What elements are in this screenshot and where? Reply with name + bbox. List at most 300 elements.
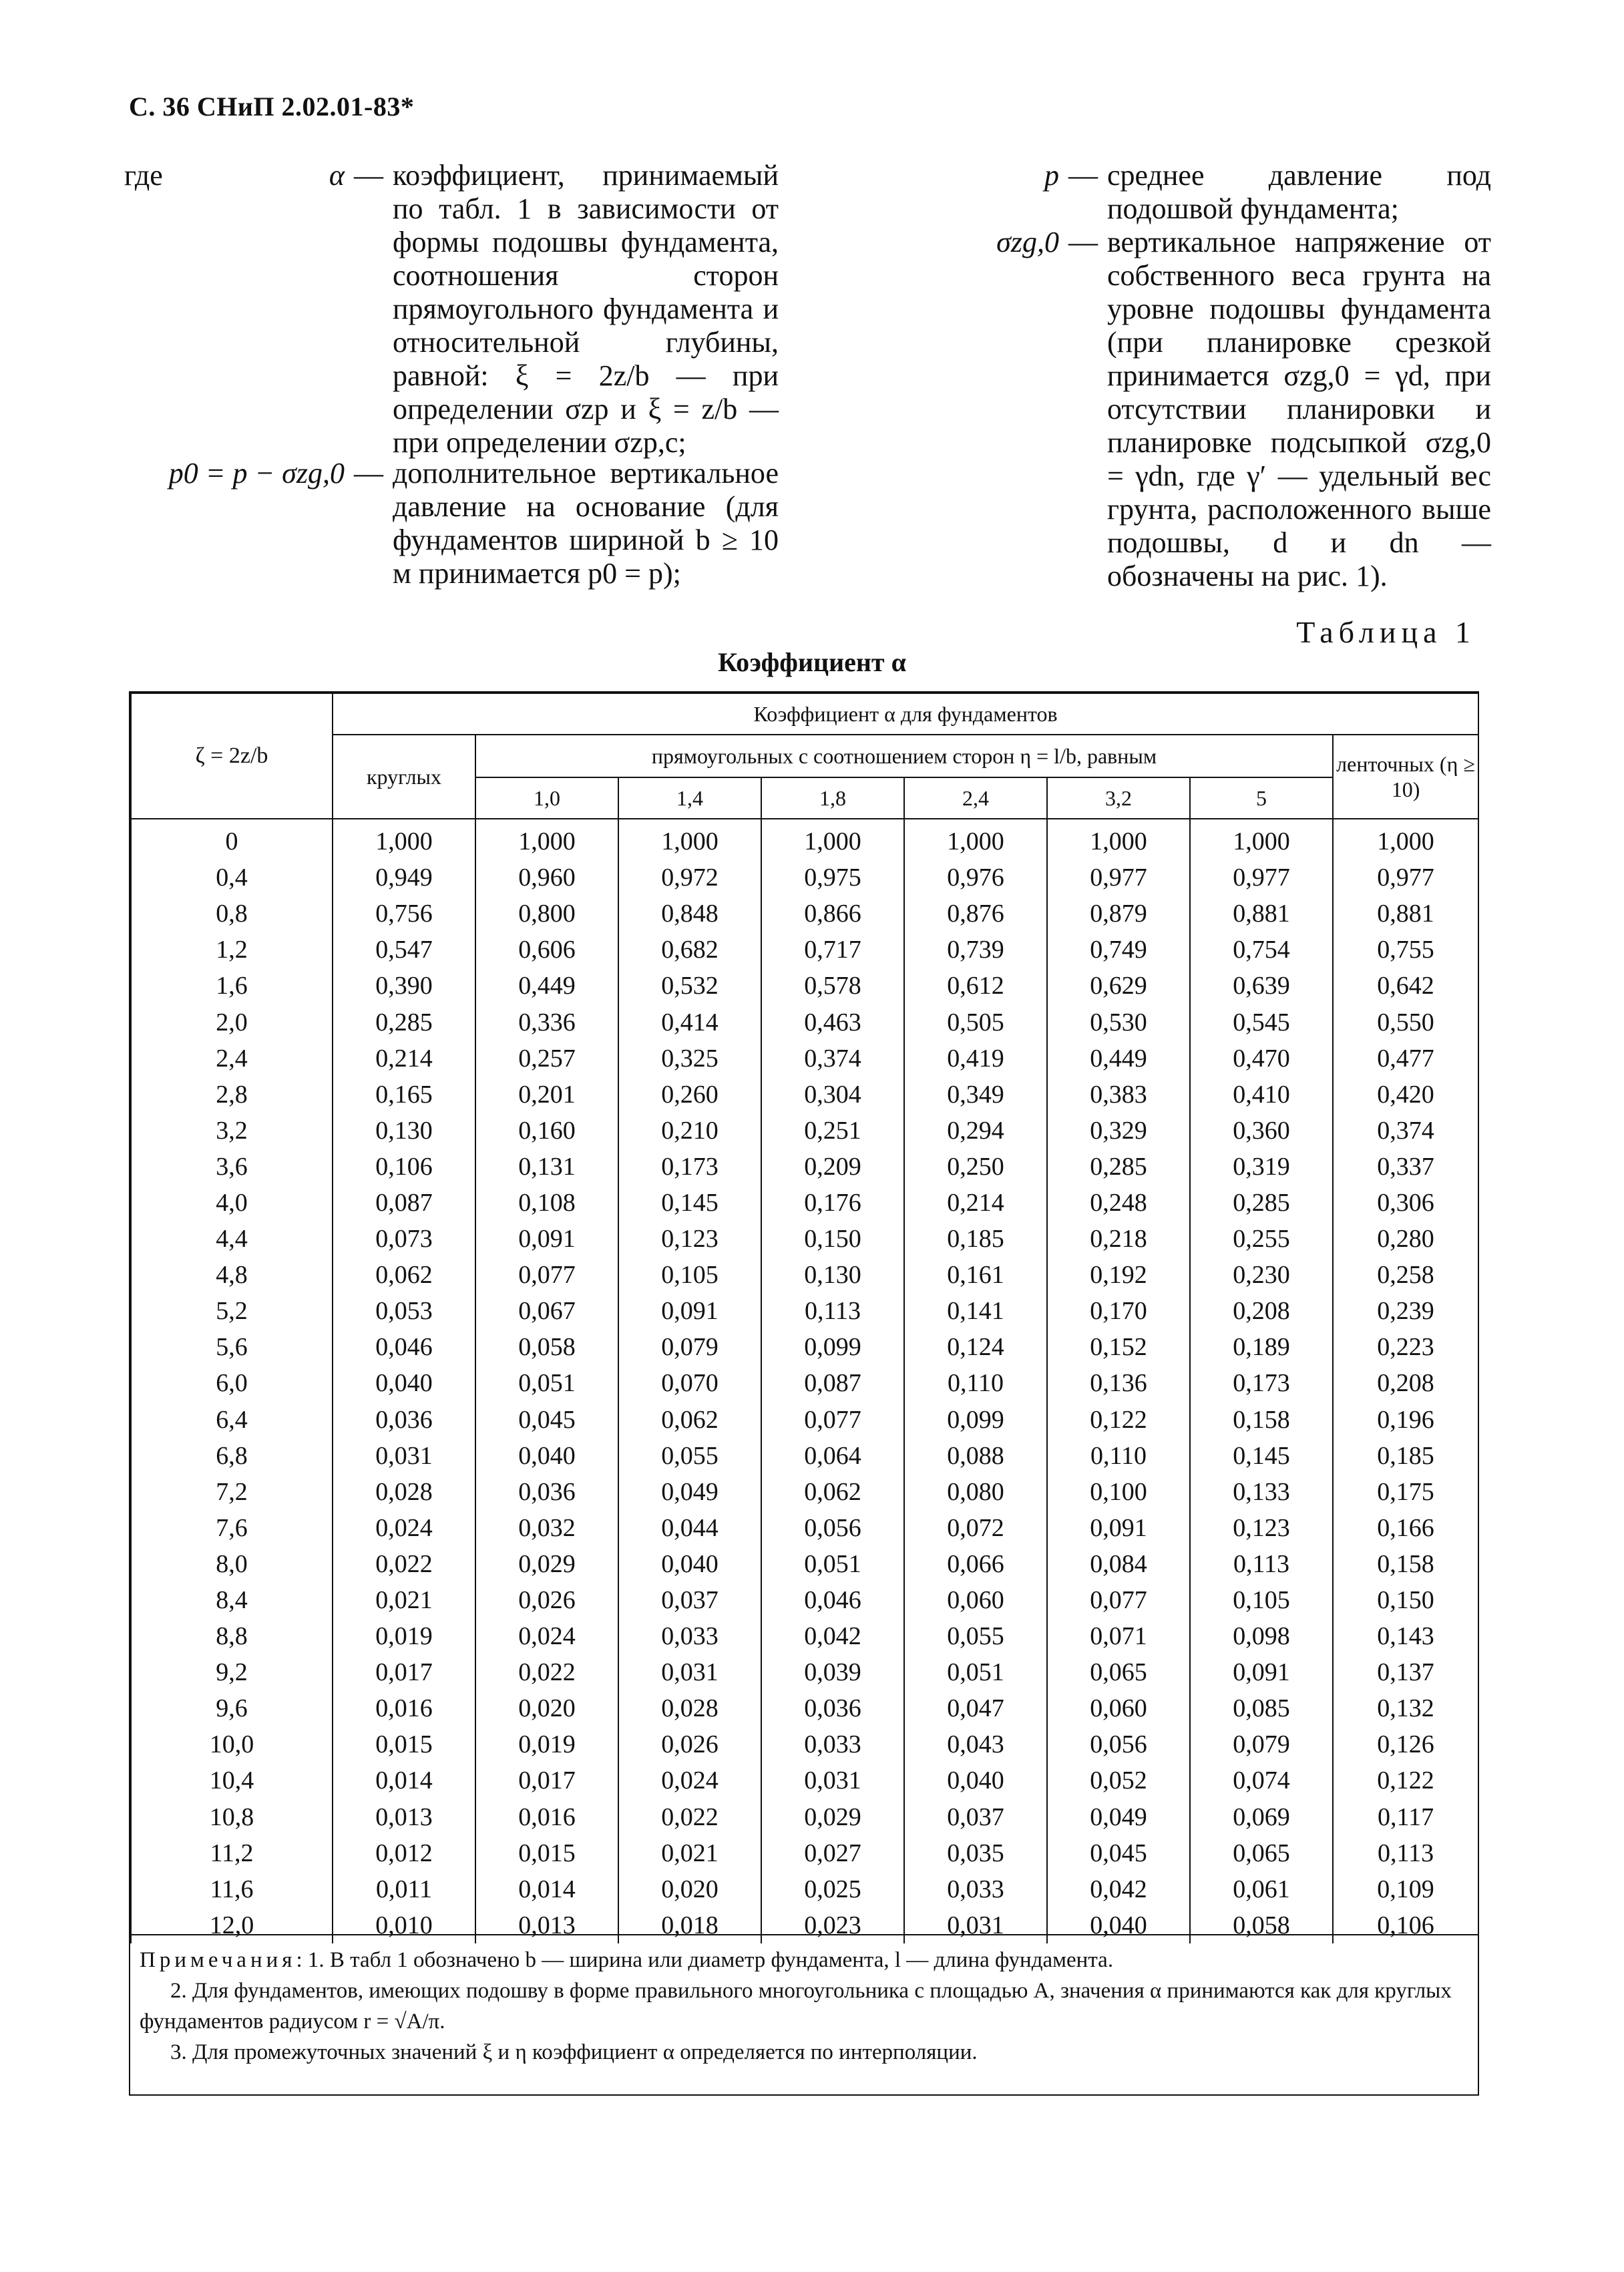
alpha-cell: 0,260 [618,1077,761,1113]
alpha-cell: 0,374 [761,1040,904,1077]
alpha-cell: 0,251 [761,1113,904,1149]
alpha-cell: 1,000 [618,819,761,860]
alpha-cell: 0,049 [618,1474,761,1510]
alpha-cell: 0,021 [333,1582,475,1618]
alpha-cell: 0,329 [1047,1113,1190,1149]
table-row [131,819,1478,860]
alpha-cell: 0,137 [1333,1654,1478,1690]
definition-text: коэффициент, принимаемый по табл. 1 в зависимости от формы подошвы фундамента, соотношения сторон прямоугольного фундамента и относительной глубины, равной: ξ = 2z/b — при определении σzp и ξ = z/b — при определении σzp,c; [393,159,779,459]
zeta-cell: 1,2 [131,932,333,968]
alpha-cell: 0,208 [1333,1365,1478,1401]
alpha-cell: 0,058 [475,1329,618,1365]
zeta-cell: 4,4 [131,1221,333,1257]
zeta-cell: 8,0 [131,1546,333,1582]
alpha-cell: 0,150 [761,1221,904,1257]
alpha-cell: 0,070 [618,1365,761,1401]
zeta-cell: 12,0 [131,1907,333,1943]
alpha-cell: 0,420 [1333,1077,1478,1113]
table-title: Коэффициент α [718,647,906,677]
alpha-cell: 0,064 [761,1438,904,1474]
alpha-cell: 0,035 [904,1835,1047,1871]
alpha-cell: 0,230 [1190,1257,1333,1293]
alpha-cell: 0,258 [1333,1257,1478,1293]
alpha-cell: 0,040 [904,1762,1047,1798]
alpha-cell: 0,045 [475,1402,618,1438]
definition-alpha: α — коэффициент, принимаемый по табл. 1 в зависимости от формы подошвы фундамента, соотношения сторон прямоугольного фундамента и относительной глубины, равной: ξ = 2z/b — при определении σzp и ξ = z/b — при определении σzp,c; [124,159,779,459]
alpha-cell: 0,042 [761,1618,904,1654]
table-row [131,1329,1478,1365]
zeta-cell: 7,6 [131,1510,333,1546]
alpha-cell: 0,051 [761,1546,904,1582]
alpha-cell: 0,012 [333,1835,475,1871]
zeta-cell: 2,0 [131,1004,333,1040]
zeta-cell: 11,6 [131,1871,333,1907]
alpha-cell: 0,285 [1047,1149,1190,1185]
alpha-cell: 0,055 [618,1438,761,1474]
alpha-cell: 0,052 [1047,1762,1190,1798]
alpha-cell: 1,000 [1190,819,1333,860]
alpha-cell: 0,210 [618,1113,761,1149]
alpha-cell: 0,015 [333,1726,475,1762]
alpha-cell: 0,218 [1047,1221,1190,1257]
ratio-header-cell: 2,4 [904,777,1047,819]
rect-header: прямоугольных с соотношением сторон η = l/b, равным [475,735,1333,777]
alpha-cell: 0,091 [1047,1510,1190,1546]
alpha-cell: 0,046 [761,1582,904,1618]
alpha-cell: 0,383 [1047,1077,1190,1113]
alpha-cell: 0,084 [1047,1546,1190,1582]
alpha-cell: 0,105 [1190,1582,1333,1618]
alpha-cell: 0,977 [1333,860,1478,896]
table-row [131,1004,1478,1040]
alpha-cell: 0,072 [904,1510,1047,1546]
alpha-cell: 0,124 [904,1329,1047,1365]
alpha-cell: 0,062 [618,1402,761,1438]
table-row [131,1618,1478,1654]
alpha-cell: 0,022 [618,1799,761,1835]
note-2: 2. Для фундаментов, имеющих подошву в форме правильного многоугольника с площадью A, значения α принимаются как для круглых фундаментов радиусом r = √A/π. [140,1979,1452,2034]
table-row [131,1402,1478,1438]
alpha-cell: 0,547 [333,932,475,968]
table-row [131,1257,1478,1293]
alpha-cell: 0,250 [904,1149,1047,1185]
alpha-cell: 0,176 [761,1185,904,1221]
alpha-cell: 0,449 [475,968,618,1004]
alpha-cell: 0,037 [618,1582,761,1618]
alpha-cell: 0,578 [761,968,904,1004]
alpha-cell: 0,029 [475,1546,618,1582]
alpha-cell: 0,105 [618,1257,761,1293]
definition-text: вертикальное напряжение от собственного веса грунта на уровне подошвы фундамента (при планировке срезкой принимается σzg,0 = γd, при отсутствии планировки и планировке подсыпкой σzg,0 = γdn, где γ′ — удельный вес грунта, расположенного выше подошвы, d и dn — обозначены на рис. 1). [1107,226,1491,592]
alpha-cell: 0,036 [475,1474,618,1510]
ratio-header-cell: 1,8 [761,777,904,819]
alpha-cell: 0,255 [1190,1221,1333,1257]
alpha-cell: 0,223 [1333,1329,1478,1365]
alpha-cell: 0,374 [1333,1113,1478,1149]
zeta-cell: 10,8 [131,1799,333,1835]
alpha-cell: 0,642 [1333,968,1478,1004]
alpha-cell: 1,000 [1047,819,1190,860]
alpha-cell: 0,019 [333,1618,475,1654]
alpha-cell: 0,017 [333,1654,475,1690]
alpha-cell: 0,960 [475,860,618,896]
group-header: Коэффициент α для фундаментов [333,693,1478,735]
table-row [131,1654,1478,1690]
alpha-cell: 0,033 [618,1618,761,1654]
alpha-cell: 0,214 [904,1185,1047,1221]
zeta-cell: 8,8 [131,1618,333,1654]
table-row [131,932,1478,968]
alpha-cell: 0,117 [1333,1799,1478,1835]
alpha-cell: 0,028 [618,1690,761,1726]
alpha-cell: 0,208 [1190,1293,1333,1329]
alpha-cell: 0,028 [333,1474,475,1510]
table-row [131,1762,1478,1798]
alpha-cell: 0,977 [1190,860,1333,896]
alpha-cell: 0,022 [475,1654,618,1690]
alpha-cell: 0,739 [904,932,1047,968]
alpha-cell: 0,022 [333,1546,475,1582]
alpha-cell: 0,040 [1047,1907,1190,1943]
alpha-cell: 0,141 [904,1293,1047,1329]
alpha-cell: 0,109 [1333,1871,1478,1907]
alpha-cell: 0,058 [1190,1907,1333,1943]
alpha-cell: 0,122 [1333,1762,1478,1798]
alpha-cell: 0,051 [475,1365,618,1401]
alpha-cell: 0,360 [1190,1113,1333,1149]
note-1-text: : 1. В табл 1 обозначено b — ширина или диаметр фундамента, l — длина фундамента. [296,1948,1114,1972]
alpha-cell: 0,037 [904,1799,1047,1835]
zeta-cell: 5,2 [131,1293,333,1329]
alpha-cell: 0,062 [761,1474,904,1510]
alpha-cell: 0,879 [1047,896,1190,932]
alpha-cell: 0,848 [618,896,761,932]
alpha-cell: 0,410 [1190,1077,1333,1113]
table-row [131,1221,1478,1257]
alpha-cell: 0,175 [1333,1474,1478,1510]
alpha-cell: 0,060 [1047,1690,1190,1726]
definition-text: дополнительное вертикальное давление на основание (для фундаментов шириной b ≥ 10 м принимается p0 = p); [393,457,779,590]
table-body [131,819,1478,1943]
zeta-cell: 3,2 [131,1113,333,1149]
alpha-cell: 0,110 [1047,1438,1190,1474]
alpha-cell: 0,024 [333,1510,475,1546]
alpha-cell: 0,470 [1190,1040,1333,1077]
alpha-cell: 0,166 [1333,1510,1478,1546]
table-row [131,1185,1478,1221]
alpha-cell: 0,123 [1190,1510,1333,1546]
alpha-cell: 0,043 [904,1726,1047,1762]
definition-symbol: p [1044,159,1059,192]
definitions-intro: где [124,159,163,192]
alpha-cell: 0,044 [618,1510,761,1546]
definition-sigma-zg0: σzg,0 — вертикальное напряжение от собственного веса грунта на уровне подошвы фундамента (при планировке срезкой принимается σzg,0 = γd, при отсутствии планировки и планировке подсыпкой σzg,0 = γdn, где γ′ — удельный вес грунта, расположенного выше подошвы, d и dn — обозначены на рис. 1). [879,226,1491,593]
alpha-cell: 0,077 [475,1257,618,1293]
ratio-header-cell: 3,2 [1047,777,1190,819]
alpha-cell: 0,013 [475,1907,618,1943]
alpha-cell: 0,011 [333,1871,475,1907]
alpha-cell: 0,014 [475,1871,618,1907]
alpha-cell: 0,091 [475,1221,618,1257]
alpha-cell: 1,000 [475,819,618,860]
alpha-cell: 0,122 [1047,1402,1190,1438]
zeta-cell: 5,6 [131,1329,333,1365]
alpha-cell: 0,196 [1333,1402,1478,1438]
alpha-cell: 0,087 [333,1185,475,1221]
table-notes [130,1934,1478,2094]
notes-label: Примечания [140,1948,296,1972]
ratio-header-cell: 1,0 [475,777,618,819]
alpha-cell: 0,800 [475,896,618,932]
alpha-cell: 0,053 [333,1293,475,1329]
alpha-cell: 0,080 [904,1474,1047,1510]
zeta-cell: 10,4 [131,1762,333,1798]
alpha-cell: 0,099 [904,1402,1047,1438]
alpha-cell: 0,110 [904,1365,1047,1401]
alpha-cell: 0,294 [904,1113,1047,1149]
ratio-header-cell: 1,4 [618,777,761,819]
alpha-cell: 0,949 [333,860,475,896]
zeta-cell: 4,0 [131,1185,333,1221]
table-row [131,1077,1478,1113]
alpha-cell: 0,530 [1047,1004,1190,1040]
alpha-cell: 0,033 [761,1726,904,1762]
table-row [131,1799,1478,1835]
alpha-cell: 0,161 [904,1257,1047,1293]
alpha-cell: 0,214 [333,1040,475,1077]
alpha-cell: 0,061 [1190,1871,1333,1907]
alpha-cell: 0,113 [761,1293,904,1329]
alpha-cell: 0,629 [1047,968,1190,1004]
table-caption: Таблица 1 [1296,615,1476,649]
alpha-cell: 0,532 [618,968,761,1004]
zeta-cell: 6,8 [131,1438,333,1474]
table-row [131,1726,1478,1762]
definition-p0: p0 = p − σzg,0 — дополнительное вертикальное давление на основание (для фундаментов шириной b ≥ 10 м принимается p0 = p); [124,457,779,590]
alpha-cell: 0,085 [1190,1690,1333,1726]
zeta-cell: 3,6 [131,1149,333,1185]
zeta-cell: 8,4 [131,1582,333,1618]
alpha-cell: 0,123 [618,1221,761,1257]
alpha-cell: 0,113 [1333,1835,1478,1871]
alpha-cell: 0,606 [475,932,618,968]
alpha-cell: 0,876 [904,896,1047,932]
alpha-cell: 0,201 [475,1077,618,1113]
alpha-cell: 0,024 [618,1762,761,1798]
alpha-cell: 0,079 [1190,1726,1333,1762]
alpha-cell: 0,717 [761,932,904,968]
definition-symbol: p0 = p − σzg,0 [168,457,345,490]
alpha-cell: 0,285 [333,1004,475,1040]
zeta-cell: 6,0 [131,1365,333,1401]
alpha-cell: 0,040 [618,1546,761,1582]
alpha-cell: 0,021 [618,1835,761,1871]
alpha-cell: 0,306 [1333,1185,1478,1221]
alpha-cell: 0,975 [761,860,904,896]
alpha-cell: 0,881 [1190,896,1333,932]
alpha-cell: 0,016 [475,1799,618,1835]
zeta-cell: 2,4 [131,1040,333,1077]
alpha-cell: 0,477 [1333,1040,1478,1077]
alpha-cell: 0,150 [1333,1582,1478,1618]
alpha-cell: 0,017 [475,1762,618,1798]
table-row [131,968,1478,1004]
alpha-cell: 0,087 [761,1365,904,1401]
alpha-cell: 0,077 [1047,1582,1190,1618]
alpha-cell: 0,040 [333,1365,475,1401]
alpha-cell: 0,106 [333,1149,475,1185]
note-3: 3. Для промежуточных значений ξ и η коэффициент α определяется по интерполяции. [170,2040,978,2064]
alpha-cell: 0,031 [618,1654,761,1690]
alpha-cell: 0,098 [1190,1618,1333,1654]
zeta-cell: 0 [131,819,333,860]
alpha-cell: 0,131 [475,1149,618,1185]
zeta-cell: 2,8 [131,1077,333,1113]
alpha-cell: 0,019 [475,1726,618,1762]
alpha-cell: 0,065 [1047,1654,1190,1690]
alpha-cell: 0,158 [1190,1402,1333,1438]
note-1 [140,1945,1468,1975]
alpha-cell: 0,639 [1190,968,1333,1004]
zeta-cell: 11,2 [131,1835,333,1871]
alpha-cell: 0,145 [618,1185,761,1221]
zeta-cell: 9,6 [131,1690,333,1726]
alpha-cell: 0,020 [618,1871,761,1907]
alpha-cell: 0,027 [761,1835,904,1871]
alpha-cell: 0,977 [1047,860,1190,896]
table-row [131,1582,1478,1618]
alpha-cell: 0,976 [904,860,1047,896]
alpha-cell: 0,390 [333,968,475,1004]
alpha-cell: 0,160 [475,1113,618,1149]
alpha-cell: 1,000 [904,819,1047,860]
alpha-cell: 0,136 [1047,1365,1190,1401]
alpha-cell: 0,126 [1333,1726,1478,1762]
alpha-cell: 0,106 [1333,1907,1478,1943]
alpha-cell: 0,091 [618,1293,761,1329]
alpha-cell: 0,158 [1333,1546,1478,1582]
table-row [131,1690,1478,1726]
alpha-cell: 0,257 [475,1040,618,1077]
alpha-cell: 0,319 [1190,1149,1333,1185]
coefficient-table [130,693,1479,1943]
alpha-cell: 0,132 [1333,1690,1478,1726]
alpha-cell: 0,130 [761,1257,904,1293]
zeta-header: ζ = 2z/b [131,693,333,819]
table-row [131,1474,1478,1510]
alpha-cell: 0,419 [904,1040,1047,1077]
alpha-cell: 0,015 [475,1835,618,1871]
definition-text: среднее давление под подошвой фундамента; [1107,159,1491,225]
table-row [131,1546,1478,1582]
zeta-cell: 4,8 [131,1257,333,1293]
zeta-cell: 6,4 [131,1402,333,1438]
coefficient-table-box [129,691,1479,2096]
table-row [131,1835,1478,1871]
alpha-cell: 0,143 [1333,1618,1478,1654]
alpha-cell: 0,108 [475,1185,618,1221]
alpha-cell: 0,016 [333,1690,475,1726]
table-row [131,1040,1478,1077]
alpha-cell: 0,046 [333,1329,475,1365]
alpha-cell: 0,099 [761,1329,904,1365]
alpha-cell: 0,062 [333,1257,475,1293]
alpha-cell: 0,972 [618,860,761,896]
alpha-cell: 0,039 [761,1654,904,1690]
definitions-block [124,159,1491,593]
alpha-cell: 0,189 [1190,1329,1333,1365]
zeta-cell: 10,0 [131,1726,333,1762]
definition-symbol: α [329,159,345,192]
alpha-cell: 0,145 [1190,1438,1333,1474]
alpha-cell: 0,029 [761,1799,904,1835]
alpha-cell: 0,088 [904,1438,1047,1474]
alpha-cell: 0,185 [904,1221,1047,1257]
zeta-cell: 0,4 [131,860,333,896]
alpha-cell: 0,020 [475,1690,618,1726]
alpha-cell: 0,414 [618,1004,761,1040]
table-row [131,1510,1478,1546]
strip-header: ленточных (η ≥ 10) [1333,735,1478,819]
alpha-cell: 0,755 [1333,932,1478,968]
alpha-cell: 0,866 [761,896,904,932]
alpha-cell: 0,682 [618,932,761,968]
alpha-cell: 0,337 [1333,1149,1478,1185]
alpha-cell: 0,056 [761,1510,904,1546]
alpha-cell: 0,047 [904,1690,1047,1726]
table-row [131,1438,1478,1474]
alpha-cell: 0,014 [333,1762,475,1798]
alpha-cell: 0,749 [1047,932,1190,968]
ratio-header-cell: 5 [1190,777,1333,819]
alpha-cell: 0,024 [475,1618,618,1654]
round-header: круглых [333,735,475,819]
alpha-cell: 0,325 [618,1040,761,1077]
alpha-cell: 0,754 [1190,932,1333,968]
alpha-cell: 0,756 [333,896,475,932]
alpha-cell: 0,025 [761,1871,904,1907]
table-row [131,896,1478,932]
alpha-cell: 0,010 [333,1907,475,1943]
alpha-cell: 0,100 [1047,1474,1190,1510]
alpha-cell: 0,067 [475,1293,618,1329]
alpha-cell: 0,069 [1190,1799,1333,1835]
alpha-cell: 0,304 [761,1077,904,1113]
alpha-cell: 0,031 [333,1438,475,1474]
table-row [131,860,1478,896]
alpha-cell: 0,023 [761,1907,904,1943]
alpha-cell: 1,000 [761,819,904,860]
alpha-cell: 0,060 [904,1582,1047,1618]
alpha-cell: 0,042 [1047,1871,1190,1907]
alpha-cell: 0,349 [904,1077,1047,1113]
zeta-cell: 0,8 [131,896,333,932]
zeta-cell: 9,2 [131,1654,333,1690]
alpha-cell: 0,065 [1190,1835,1333,1871]
alpha-cell: 0,192 [1047,1257,1190,1293]
definition-p: p — среднее давление под подошвой фундамента; [879,159,1491,226]
table-row [131,1365,1478,1401]
alpha-cell: 0,209 [761,1149,904,1185]
alpha-cell: 0,881 [1333,896,1478,932]
alpha-cell: 0,031 [761,1762,904,1798]
alpha-cell: 0,013 [333,1799,475,1835]
alpha-cell: 0,239 [1333,1293,1478,1329]
alpha-cell: 0,505 [904,1004,1047,1040]
alpha-cell: 0,130 [333,1113,475,1149]
alpha-cell: 0,074 [1190,1762,1333,1798]
alpha-cell: 0,079 [618,1329,761,1365]
